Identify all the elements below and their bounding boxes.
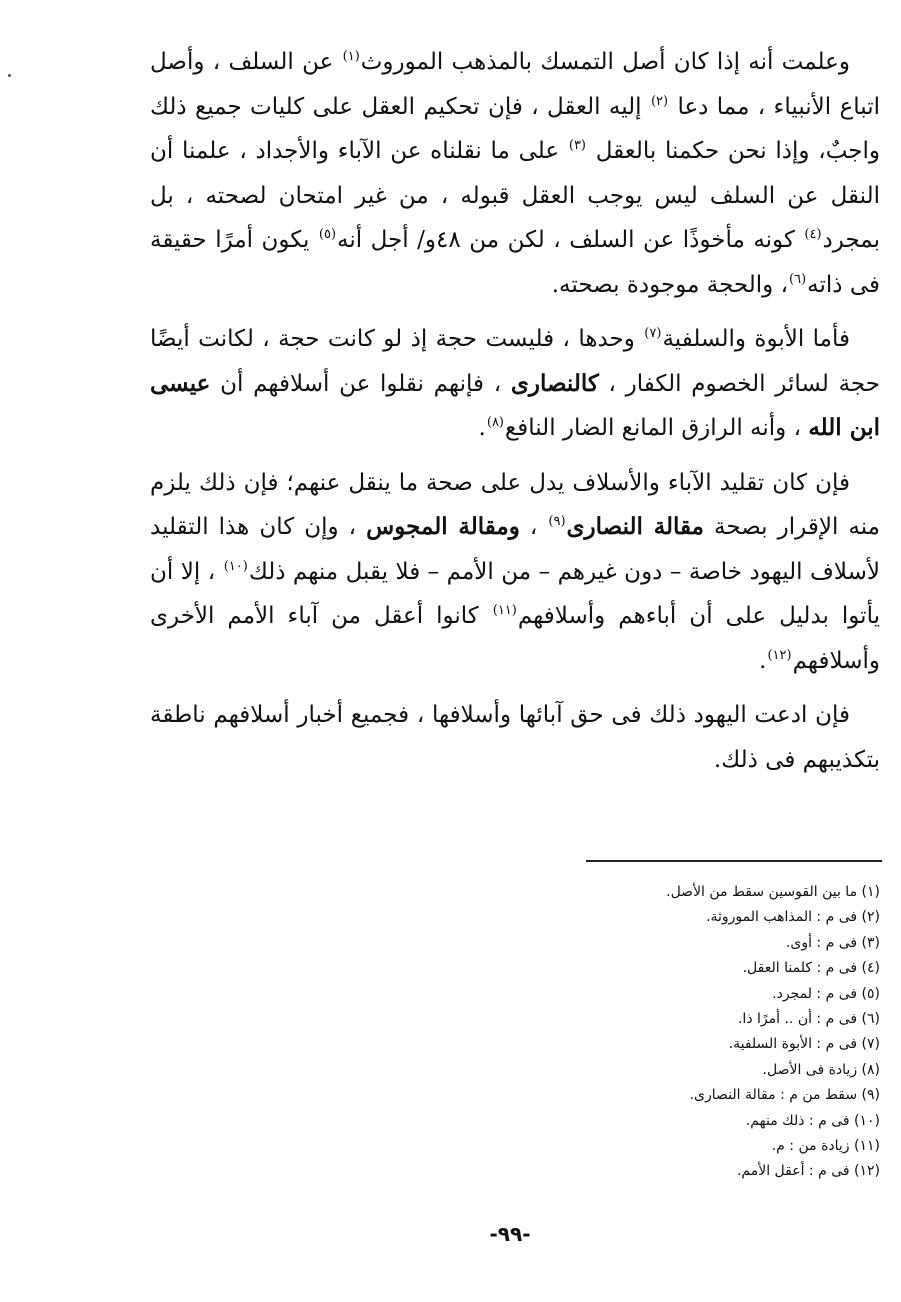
footnote-5: (٥) فى م : لمجرد. xyxy=(772,985,880,1002)
footnote-ref-4[interactable]: (٤) xyxy=(804,227,822,242)
footnote-ref-11[interactable]: (١١) xyxy=(492,603,517,618)
footnote-ref-1[interactable]: (١) xyxy=(342,49,360,64)
text-run: وعلمت أنه إذا كان أصل التمسك بالمذهب الموروث xyxy=(360,49,850,75)
footnote-8: (٨) زيادة فى الأصل. xyxy=(762,1061,880,1078)
text-run: عن السلف ، وأصل اتباع الأنبياء ، مما دعا xyxy=(150,49,881,120)
paragraph-3 xyxy=(150,461,880,684)
text-run: ، فإنهم نقلوا عن أسلافهم أن xyxy=(210,370,511,397)
footnote-10: (١٠) فى م : ذلك منهم. xyxy=(745,1112,880,1129)
footnote-divider xyxy=(586,860,882,862)
footnote-7: (٧) فى م : الأبوة السلفية. xyxy=(728,1036,880,1053)
text-run: على ما نقلناه عن الآباء والأجداد ، علمنا أن النقل عن السلف ليس يوجب العقل قبوله ، من غير امتحان لصحته ، بل بمجرد xyxy=(150,138,880,253)
footnote-ref-3[interactable]: (٣) xyxy=(568,138,586,153)
text-run: ، وإن كان هذا التقليد لأسلاف اليهود خاصة – دون غيرهم – من الأمم – فلا يقبل منهم ذلك xyxy=(150,514,880,585)
paragraph-2 xyxy=(150,317,880,451)
footnotes-list xyxy=(500,880,880,1185)
bold-term: مقالة النصارى xyxy=(566,513,704,540)
footnote-3: (٣) فى م : أوى. xyxy=(785,934,880,951)
margin-dot xyxy=(8,74,11,77)
text-run: فأما الأبوة والسلفية xyxy=(662,326,850,352)
footnote-11: (١١) زيادة من : م. xyxy=(771,1137,880,1154)
footnote-ref-8[interactable]: (٨) xyxy=(486,415,504,430)
text-run: إليه العقل ، فإن تحكيم العقل على كليات جميع ذلك واجبٌ، وإذا نحن حكمنا بالعقل xyxy=(150,93,880,164)
main-text xyxy=(150,40,880,792)
text-run: ، وأنه الرازق المانع الضار النافع xyxy=(505,415,809,441)
text-run: فإن ادعت اليهود ذلك فى حق آبائها وأسلافها ، فجميع أخبار أسلافهم ناطقة بتكذيبهم فى ذلك. xyxy=(150,702,880,773)
footnote-ref-12[interactable]: (١٢) xyxy=(767,647,792,663)
text-run: . xyxy=(478,415,486,441)
footnote-1: (١) ما بين القوسين سقط من الأصل. xyxy=(666,884,880,900)
text-run: فإن كان تقليد الآباء والأسلاف يدل على صحة ما ينقل عنهم؛ فإن ذلك يلزم منه الإقرار بصحة xyxy=(150,469,880,540)
footnote-ref-6[interactable]: (٦) xyxy=(789,271,807,287)
paragraph-1 xyxy=(150,40,880,307)
page-number: -٩٩- xyxy=(489,1222,531,1246)
footnote-ref-2[interactable]: (٢) xyxy=(650,93,669,109)
bold-term: كالنصارى xyxy=(510,369,599,397)
footnote-ref-9[interactable]: (٩) xyxy=(548,514,566,529)
text-run: يكون أمرًا حقيقة فى ذاته xyxy=(150,227,880,298)
text-run: وحدها ، فليست حجة إذ لو كانت حجة ، لكانت أيضًا حجة لسائر الخصوم الكفار ، xyxy=(150,326,880,397)
footnote-6: (٦) فى م : أن .. أمرًا ذا. xyxy=(737,1010,880,1027)
bold-term: ومقالة المجوس xyxy=(366,513,520,540)
footnote-9: (٩) سقط من م : مقالة النصارى. xyxy=(689,1087,880,1104)
text-run: كانوا أعقل من آباء الأمم الأخرى وأسلافهم xyxy=(150,603,880,674)
footnote-12: (١٢) فى م : أعقل الأمم. xyxy=(736,1163,880,1180)
text-run: ، والحجة موجودة بصحته. xyxy=(551,271,789,298)
paragraph-4 xyxy=(150,693,880,782)
footnote-ref-7[interactable]: (٧) xyxy=(644,326,662,341)
text-run: ، xyxy=(519,514,548,540)
text-run: كونه مأخوذًا عن السلف ، لكن من ٤٨و/ أجل أنه xyxy=(337,227,804,253)
footnote-ref-5[interactable]: (٥) xyxy=(318,227,337,242)
bold-term: عيسى ابن الله xyxy=(150,369,880,441)
footnote-4: (٤) فى م : كلمنا العقل. xyxy=(742,960,880,977)
footnote-2: (٢) فى م : المذاهب الموروثة. xyxy=(706,909,880,926)
footnote-ref-10[interactable]: (١٠) xyxy=(223,558,248,574)
text-run: . xyxy=(759,647,767,674)
text-run: ، إلا أن يأتوا بدليل على أن أباءهم وأسلافهم xyxy=(150,558,880,629)
